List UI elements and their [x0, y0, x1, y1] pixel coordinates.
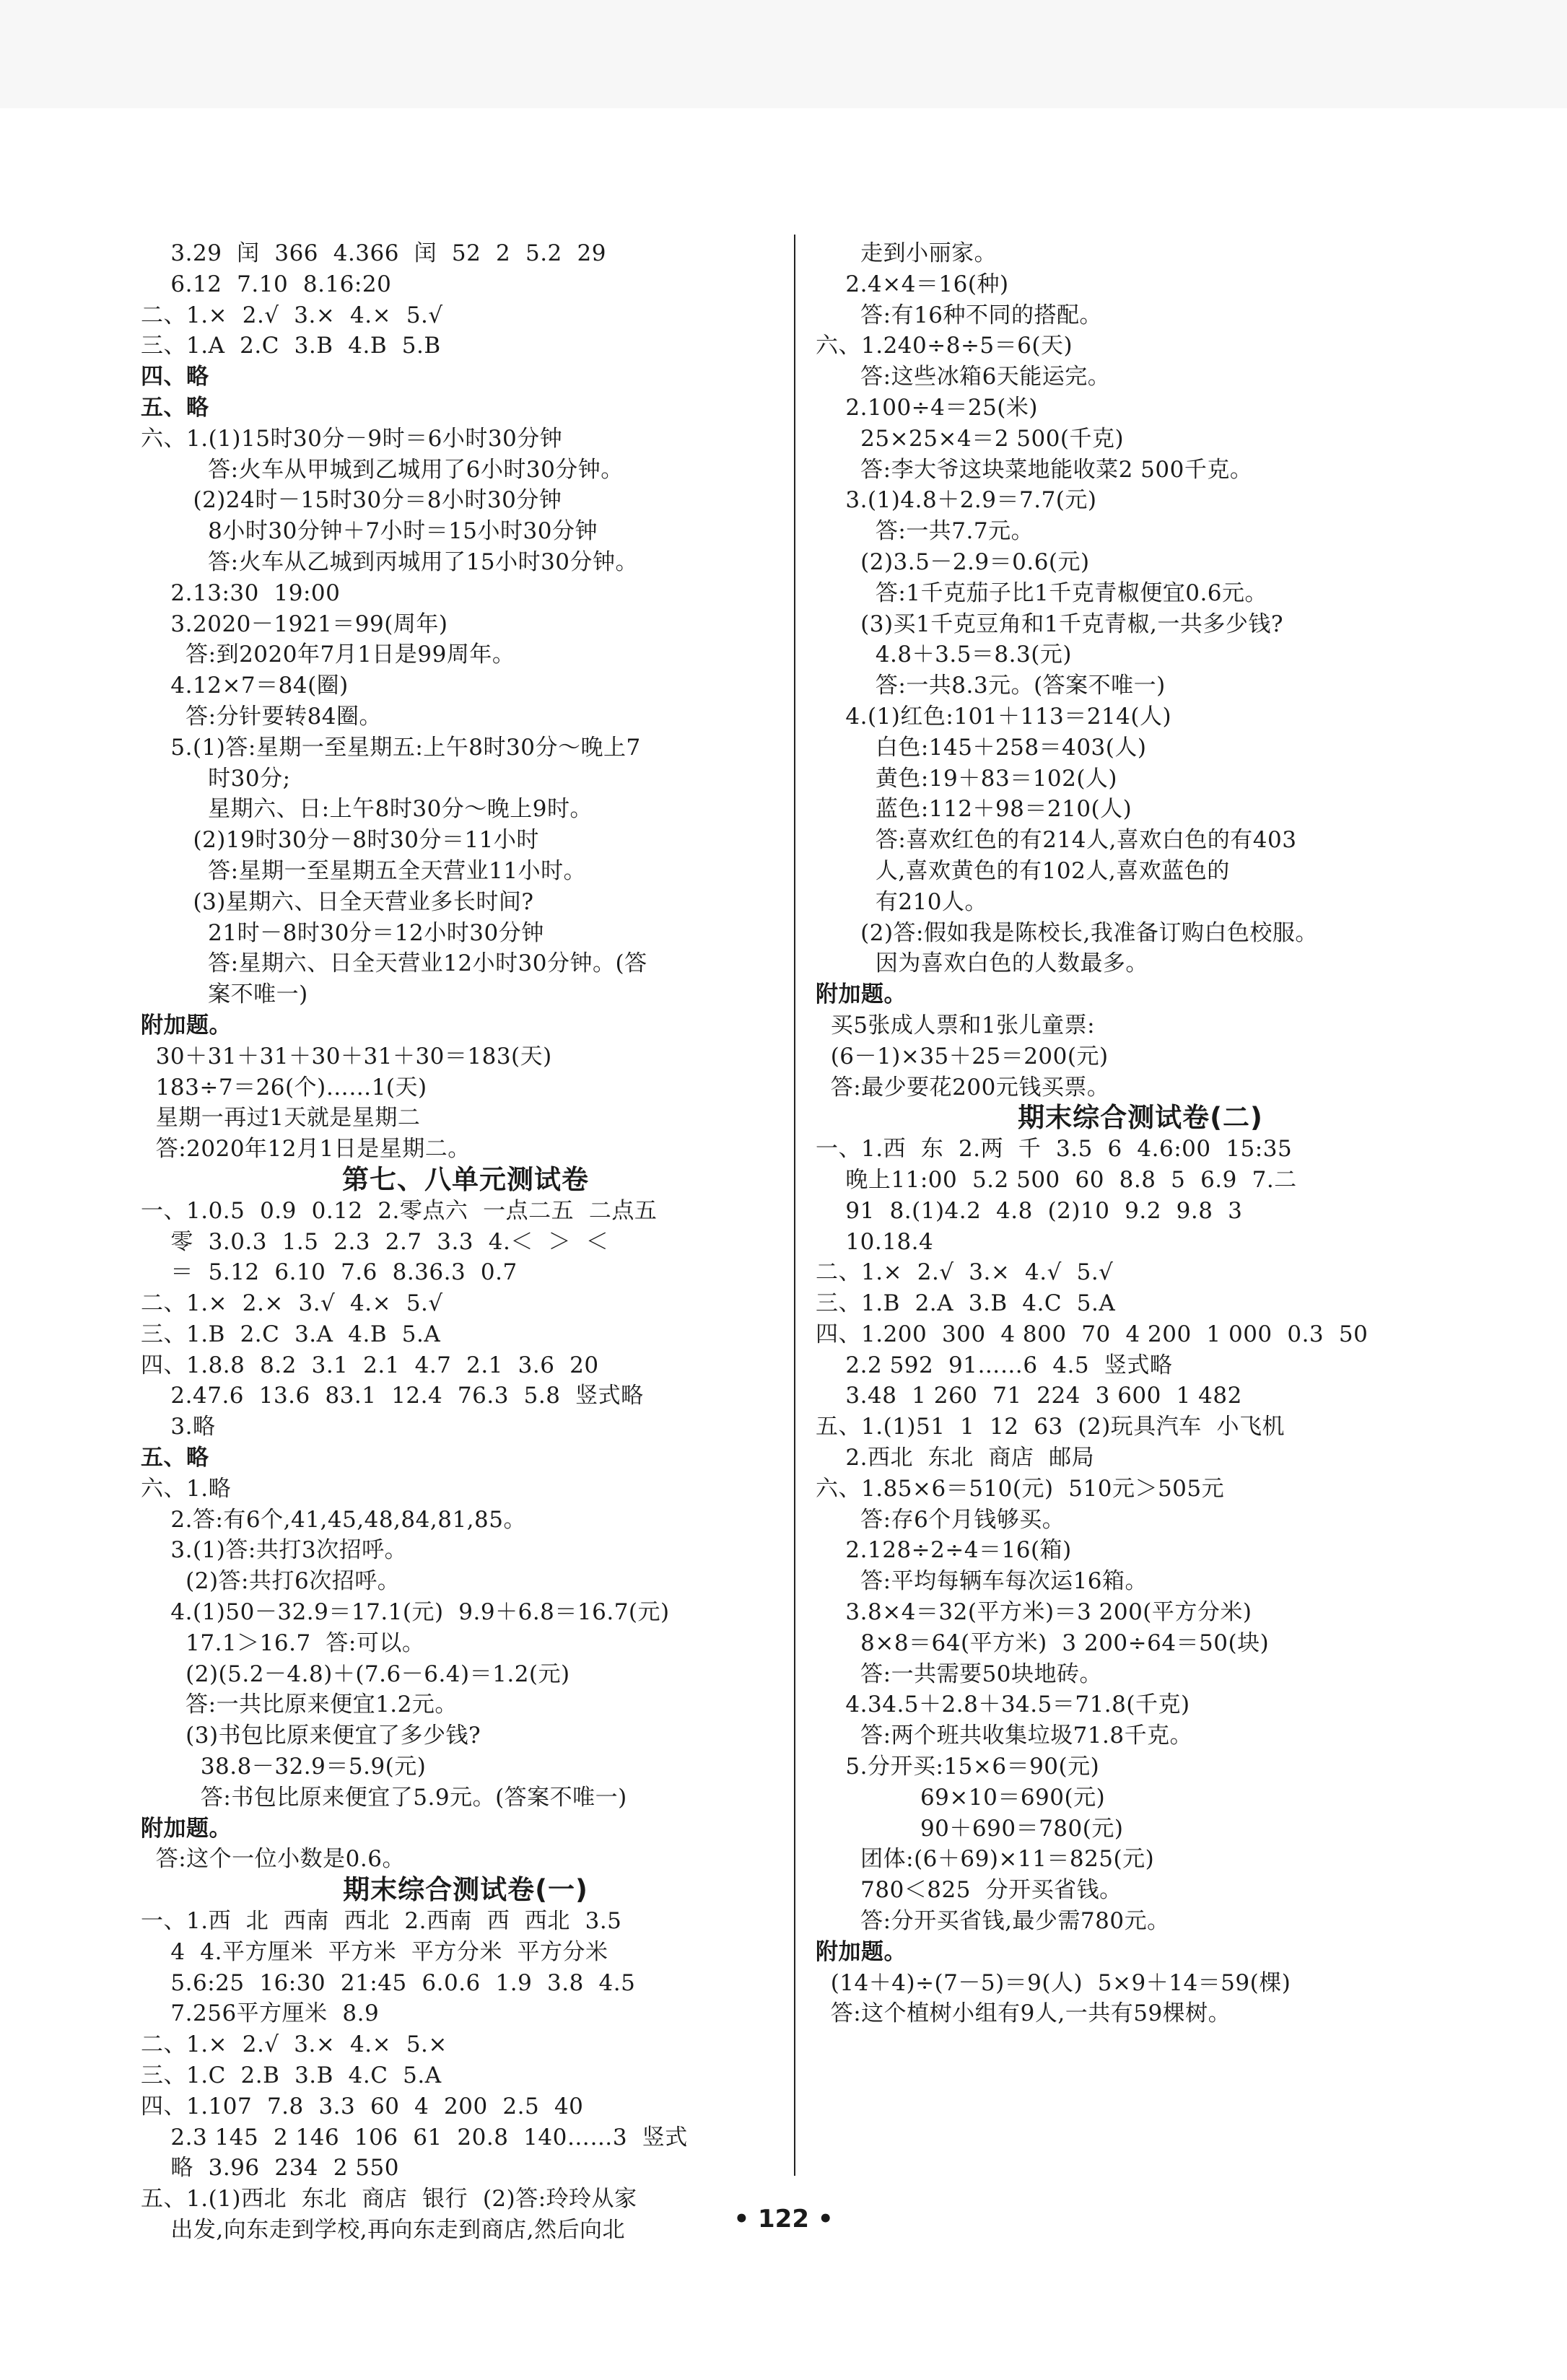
answer-line: 五、1.(1)西北 东北 商店 银行 (2)答:玲玲从家 — [141, 2186, 637, 2213]
answer-line: 三、1.B 2.C 3.A 4.B 5.A — [141, 1321, 441, 1347]
answer-line: 因为喜欢白色的人数最多。 — [816, 950, 1148, 977]
answer-line: 答:2020年12月1日是星期二。 — [141, 1136, 471, 1163]
answer-line: 30＋31＋31＋30＋31＋30＝183(天) — [141, 1043, 552, 1069]
answer-line: 星期一再过1天就是星期二 — [141, 1105, 421, 1132]
answer-line: 答:这个植树小组有9人,一共有59棵树。 — [816, 2000, 1231, 2027]
answer-line: (2)答:假如我是陈校长,我准备订购白色校服。 — [816, 919, 1318, 946]
answer-line: 答:有16种不同的搭配。 — [816, 302, 1103, 328]
section-heading: 第七、八单元测试卷 — [342, 1163, 589, 1195]
section-heading: 期末综合测试卷(一) — [343, 1874, 588, 1906]
answer-line: (14＋4)÷(7－5)＝9(人) 5×9＋14＝59(棵) — [816, 1969, 1291, 1996]
answer-line: 出发,向东走到学校,再向东走到商店,然后向北 — [141, 2217, 625, 2243]
answer-line: 买5张成人票和1张儿童票: — [816, 1012, 1096, 1038]
answer-line: 3.29 闰 366 4.366 闰 52 2 5.2 29 — [141, 240, 606, 266]
answer-column-left — [141, 238, 790, 2246]
column-divider — [794, 235, 795, 2176]
answer-line: 2.西北 东北 商店 邮局 — [816, 1445, 1095, 1471]
answer-line: 有210人。 — [816, 888, 988, 915]
answer-line: 答:一共7.7元。 — [816, 518, 1034, 545]
answer-line: 答:一共需要50块地砖。 — [816, 1661, 1103, 1687]
answer-line: (2)答:共打6次招呼。 — [141, 1568, 401, 1595]
answer-line: 5.分开买:15×6＝90(元) — [816, 1754, 1100, 1780]
answer-line: 人,喜欢黄色的有102人,喜欢蓝色的 — [816, 857, 1230, 884]
answer-line: 答:书包比原来便宜了5.9元。(答案不唯一) — [141, 1784, 627, 1811]
answer-line: 3.8×4＝32(平方米)＝3 200(平方分米) — [816, 1599, 1252, 1626]
answer-line: 答:平均每辆车每次运16箱。 — [816, 1568, 1148, 1595]
answer-line: 六、1.240÷8÷5＝6(天) — [816, 333, 1073, 359]
answer-line: 2.128÷2÷4＝16(箱) — [816, 1537, 1072, 1564]
answer-line: 六、1.(1)15时30分－9时＝6小时30分钟 — [141, 425, 563, 452]
answer-column-right — [816, 238, 1465, 2029]
answer-line: 答:李大爷这块菜地能收菜2 500千克。 — [816, 456, 1253, 483]
answer-line: 3.略 — [141, 1414, 216, 1440]
answer-line: (3)买1千克豆角和1千克青椒,一共多少钱? — [816, 611, 1283, 637]
answer-line: 一、1.西 东 2.两 千 3.5 6 4.6:00 15:35 — [816, 1136, 1293, 1163]
answer-line: 2.13:30 19:00 — [141, 579, 341, 606]
answer-line: 4.12×7＝84(圈) — [141, 673, 349, 699]
answer-line: 4.(1)50－32.9＝17.1(元) 9.9＋6.8＝16.7(元) — [141, 1599, 670, 1626]
answer-line: 黄色:19＋83＝102(人) — [816, 765, 1118, 792]
answer-line: 8×8＝64(平方米) 3 200÷64＝50(块) — [816, 1629, 1270, 1656]
answer-line: (3)星期六、日全天营业多长时间? — [141, 888, 534, 915]
section-label: 五、略 — [141, 394, 209, 421]
answer-line: 答:分开买省钱,最少需780元。 — [816, 1908, 1170, 1935]
section-label: 附加题。 — [816, 981, 907, 1008]
answer-line: 25×25×4＝2 500(千克) — [816, 425, 1125, 452]
answer-line: 4.8＋3.5＝8.3(元) — [816, 642, 1072, 668]
answer-line: (3)书包比原来便宜了多少钱? — [141, 1723, 481, 1749]
answer-line: 四、1.8.8 8.2 3.1 2.1 4.7 2.1 3.6 20 — [141, 1352, 599, 1378]
answer-line: 六、1.85×6＝510(元) 510元＞505元 — [816, 1475, 1225, 1502]
answer-line: 五、1.(1)51 1 12 63 (2)玩具汽车 小飞机 — [816, 1414, 1286, 1440]
section-label: 附加题。 — [141, 1012, 232, 1038]
answer-line: 三、1.C 2.B 3.B 4.C 5.A — [141, 2062, 442, 2089]
answer-line: 10.18.4 — [816, 1228, 934, 1255]
page-number: • 122 • — [733, 2205, 834, 2234]
answer-line: 2.答:有6个,41,45,48,84,81,85。 — [141, 1506, 526, 1533]
answer-line: 183÷7＝26(个)……1(天) — [141, 1074, 427, 1101]
answer-line: 二、1.× 2.√ 3.× 4.√ 5.√ — [816, 1259, 1114, 1286]
answer-line: 晚上11:00 5.2 500 60 8.8 5 6.9 7.二 — [816, 1166, 1297, 1193]
answer-line: 白色:145＋258＝403(人) — [816, 734, 1147, 761]
answer-line: 答:分针要转84圈。 — [141, 703, 383, 730]
answer-line: 一、1.0.5 0.9 0.12 2.零点六 一点二五 二点五 — [141, 1197, 658, 1224]
answer-line: 答:这个一位小数是0.6。 — [141, 1846, 405, 1873]
answer-line: (2)19时30分－8时30分＝11小时 — [141, 827, 539, 854]
answer-line: 六、1.略 — [141, 1475, 232, 1502]
answer-line: 三、1.A 2.C 3.B 4.B 5.B — [141, 333, 441, 359]
answer-line: 四、1.107 7.8 3.3 60 4 200 2.5 40 — [141, 2093, 584, 2119]
answer-line: 38.8－32.9＝5.9(元) — [141, 1754, 427, 1780]
answer-line: 答:星期六、日全天营业12小时30分钟。(答 — [141, 950, 647, 977]
answer-line: 答:这些冰箱6天能运完。 — [816, 364, 1111, 390]
answer-line: (6－1)×35＋25＝200(元) — [816, 1043, 1109, 1069]
answer-line: 5.(1)答:星期一至星期五:上午8时30分～晚上7 — [141, 734, 641, 761]
answer-line: 四、1.200 300 4 800 70 4 200 1 000 0.3 50 — [816, 1321, 1369, 1347]
scan-top-margin — [0, 0, 1567, 108]
answer-line: 4.34.5＋2.8＋34.5＝71.8(千克) — [816, 1692, 1190, 1718]
answer-line: 3.(1)答:共打3次招呼。 — [141, 1537, 408, 1564]
answer-line: 2.2 592 91……6 4.5 竖式略 — [816, 1352, 1173, 1378]
answer-line: 答:一共8.3元。(答案不唯一) — [816, 673, 1166, 699]
answer-line: 2.47.6 13.6 83.1 12.4 76.3 5.8 竖式略 — [141, 1383, 644, 1409]
answer-line: 二、1.× 2.× 3.√ 4.× 5.√ — [141, 1290, 443, 1317]
answer-line: 答:星期一至星期五全天营业11小时。 — [141, 857, 587, 884]
answer-line: 2.100÷4＝25(米) — [816, 394, 1038, 421]
answer-line: 4 4.平方厘米 平方米 平方分米 平方分米 — [141, 1938, 608, 1965]
answer-line: 780＜825 分开买省钱。 — [816, 1877, 1122, 1904]
answer-line: 3.(1)4.8＋2.9＝7.7(元) — [816, 487, 1097, 514]
answer-line: 6.12 7.10 8.16:20 — [141, 271, 392, 297]
answer-line: 4.(1)红色:101＋113＝214(人) — [816, 703, 1172, 730]
answer-line: 答:一共比原来便宜1.2元。 — [141, 1692, 458, 1718]
answer-line: (2)24时－15时30分＝8小时30分钟 — [141, 487, 562, 514]
answer-line: 答:最少要花200元钱买票。 — [816, 1074, 1110, 1101]
answer-line: 21时－8时30分＝12小时30分钟 — [141, 919, 544, 946]
answer-line: 2.3 145 2 146 106 61 20.8 140……3 竖式 — [141, 2124, 688, 2151]
answer-line: 星期六、日:上午8时30分～晚上9时。 — [141, 796, 593, 823]
answer-line: 7.256平方厘米 8.9 — [141, 2000, 380, 2027]
answer-line: 二、1.× 2.√ 3.× 4.× 5.√ — [141, 302, 443, 328]
answer-line: 5.6:25 16:30 21:45 6.0.6 1.9 3.8 4.5 — [141, 1969, 636, 1996]
answer-line: 91 8.(1)4.2 4.8 (2)10 9.2 9.8 3 — [816, 1197, 1243, 1224]
answer-line: 答:火车从乙城到丙城用了15小时30分钟。 — [141, 548, 639, 575]
answer-line: 2.4×4＝16(种) — [816, 271, 1009, 297]
answer-line: 答:两个班共收集垃圾71.8千克。 — [816, 1723, 1193, 1749]
answer-line: 69×10＝690(元) — [816, 1784, 1106, 1811]
answer-line: 17.1＞16.7 答:可以。 — [141, 1629, 425, 1656]
section-label: 四、略 — [141, 364, 209, 390]
answer-line: 3.2020－1921＝99(周年) — [141, 611, 448, 637]
answer-line: 一、1.西 北 西南 西北 2.西南 西 西北 3.5 — [141, 1908, 622, 1935]
section-heading: 期末综合测试卷(二) — [1018, 1102, 1263, 1134]
answer-line: 答:1千克茄子比1千克青椒便宜0.6元。 — [816, 579, 1268, 606]
answer-line: 答:火车从甲城到乙城用了6小时30分钟。 — [141, 456, 624, 483]
answer-line: 零 3.0.3 1.5 2.3 2.7 3.3 4.＜ ＞ ＜ — [141, 1228, 609, 1255]
answer-line: (2)3.5－2.9＝0.6(元) — [816, 548, 1090, 575]
answer-line: (2)(5.2－4.8)＋(7.6－6.4)＝1.2(元) — [141, 1661, 570, 1687]
answer-line: 3.48 1 260 71 224 3 600 1 482 — [816, 1383, 1242, 1409]
answer-line: 略 3.96 234 2 550 — [141, 2155, 399, 2182]
answer-line: 三、1.B 2.A 3.B 4.C 5.A — [816, 1290, 1116, 1317]
answer-line: 二、1.× 2.√ 3.× 4.× 5.× — [141, 2031, 448, 2058]
answer-line: 答:到2020年7月1日是99周年。 — [141, 642, 515, 668]
answer-line: 答:存6个月钱够买。 — [816, 1506, 1065, 1533]
section-label: 附加题。 — [141, 1815, 232, 1842]
answer-line: 蓝色:112＋98＝210(人) — [816, 796, 1132, 823]
section-label: 五、略 — [141, 1445, 209, 1471]
answer-line: 团体:(6＋69)×11＝825(元) — [816, 1846, 1155, 1873]
section-label: 附加题。 — [816, 1938, 907, 1965]
answer-line: 答:喜欢红色的有214人,喜欢白色的有403 — [816, 827, 1297, 854]
answer-line: ＝ 5.12 6.10 7.6 8.36.3 0.7 — [141, 1259, 518, 1286]
answer-line: 走到小丽家。 — [816, 240, 998, 266]
answer-line: 时30分; — [141, 765, 291, 792]
answer-line: 90＋690＝780(元) — [816, 1815, 1124, 1842]
answer-line: 8小时30分钟＋7小时＝15小时30分钟 — [141, 518, 598, 545]
answer-line: 案不唯一) — [141, 981, 308, 1008]
